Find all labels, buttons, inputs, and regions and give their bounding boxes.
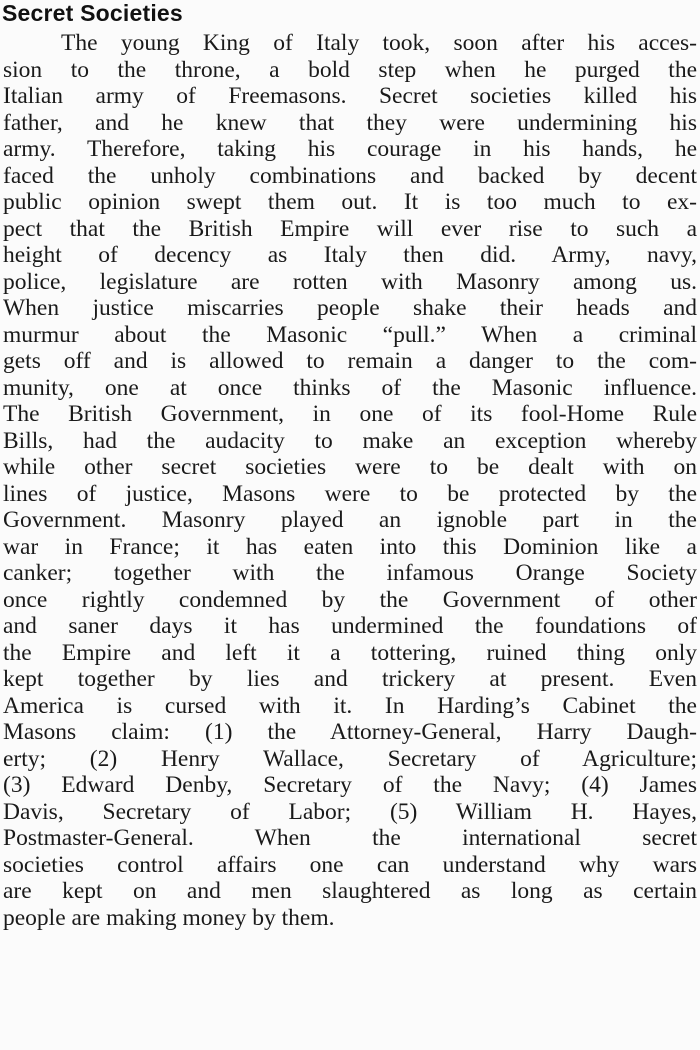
- text-line: munity, one at once thinks of the Masonic influence.: [3, 374, 697, 401]
- text-line: father, and he knew that they were undermining his: [3, 109, 697, 136]
- text-line: Italian army of Freemasons. Secret societies killed his: [3, 83, 697, 109]
- text-line: and saner days it has undermined the foundations of: [3, 613, 697, 639]
- article-body: [3, 30, 697, 931]
- text-line: When justice miscarries people shake their heads and: [3, 295, 697, 321]
- text-line: Davis, Secretary of Labor; (5) William H. Hayes,: [3, 798, 697, 825]
- text-line: The young King of Italy took, soon after his acces-: [61, 30, 697, 56]
- text-line: are kept on and men slaughtered as long as certain: [3, 878, 697, 904]
- text-line: police, legislature are rotten with Masonry among us.: [3, 268, 697, 295]
- text-line: Postmaster-General. When the international secret: [3, 825, 697, 851]
- text-line: war in France; it has eaten into this Dominion like a: [3, 533, 697, 560]
- text-line: erty; (2) Henry Wallace, Secretary of Agriculture;: [3, 745, 697, 772]
- text-line: height of decency as Italy then did. Army, navy,: [3, 242, 697, 268]
- text-line: (3) Edward Denby, Secretary of the Navy; (4) James: [3, 772, 697, 798]
- text-line: canker; together with the infamous Orange Society: [3, 560, 697, 586]
- text-line: army. Therefore, taking his courage in his hands, he: [3, 136, 697, 162]
- text-line: The British Government, in one of its fool-Home Rule: [3, 401, 697, 427]
- article-title: Secret Societies: [2, 0, 183, 26]
- text-line: gets off and is allowed to remain a danger to the com-: [3, 348, 697, 374]
- text-line: pect that the British Empire will ever rise to such a: [3, 215, 697, 242]
- text-line: while other secret societies were to be dealt with on: [3, 454, 697, 480]
- text-line: Bills, had the audacity to make an exception whereby: [3, 427, 697, 454]
- text-line: faced the unholy combinations and backed by decent: [3, 162, 697, 189]
- text-line: murmur about the Masonic “pull.” When a criminal: [3, 321, 697, 348]
- text-line: public opinion swept them out. It is too much to ex-: [3, 189, 697, 215]
- text-line: once rightly condemned by the Government of other: [3, 586, 697, 613]
- text-line: kept together by lies and trickery at present. Even: [3, 666, 697, 692]
- text-line: sion to the throne, a bold step when he purged the: [3, 56, 697, 83]
- text-line: societies control affairs one can understand why wars: [3, 851, 697, 878]
- text-line: lines of justice, Masons were to be protected by the: [3, 480, 697, 507]
- text-line: people are making money by them.: [3, 904, 335, 931]
- text-line: the Empire and left it a tottering, ruined thing only: [3, 639, 697, 666]
- text-line: Masons claim: (1) the Attorney-General, Harry Daugh-: [3, 719, 697, 745]
- text-line: America is cursed with it. In Harding’s Cabinet the: [3, 692, 697, 719]
- text-line: Government. Masonry played an ignoble part in the: [3, 507, 697, 533]
